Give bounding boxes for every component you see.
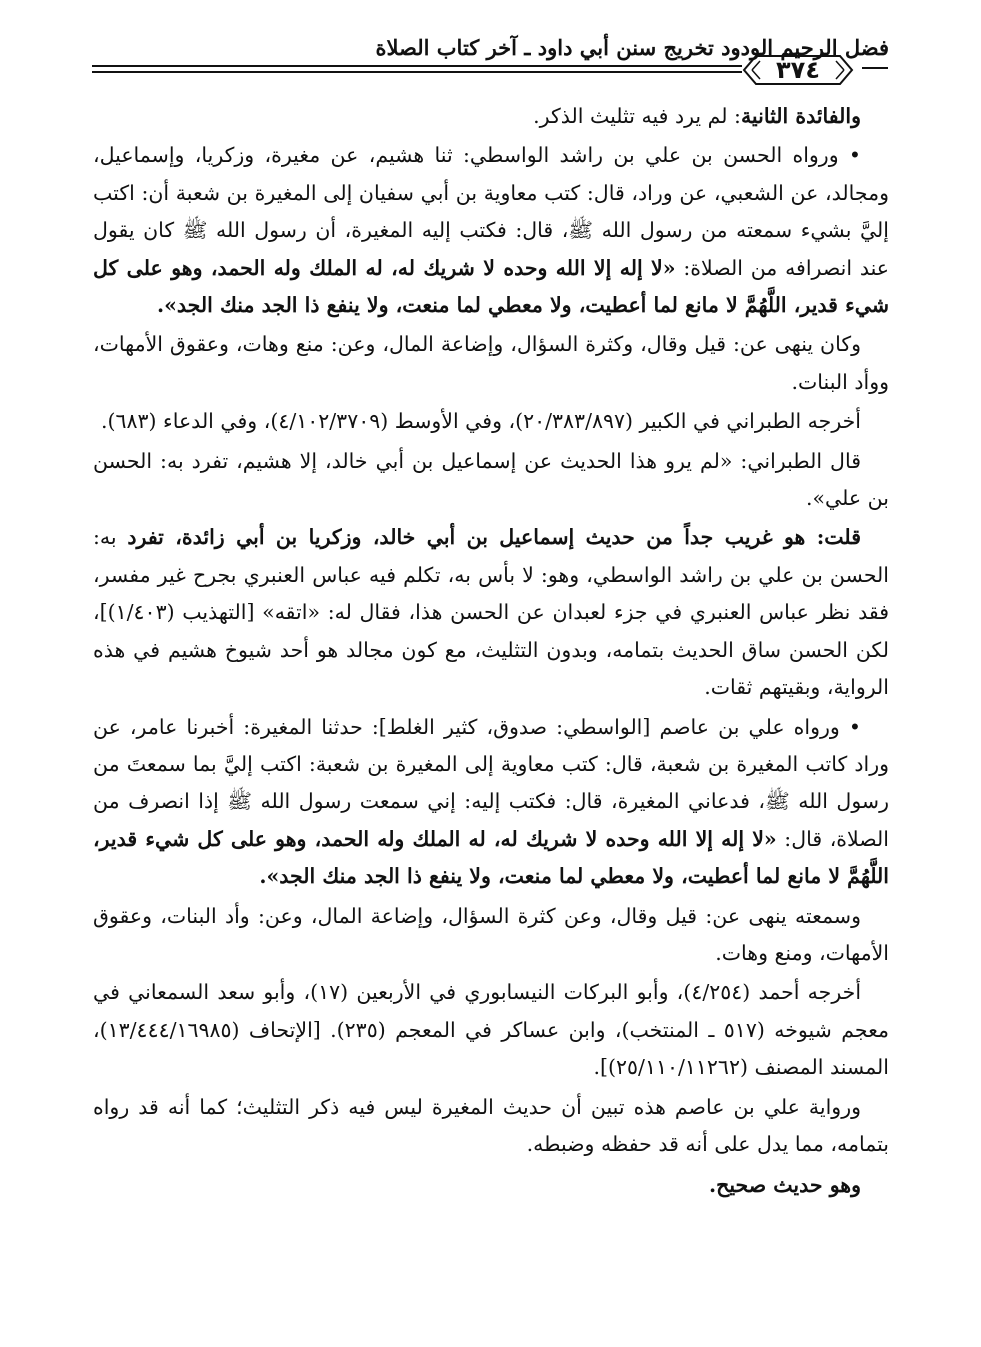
- paragraph-benefit: [93, 98, 889, 135]
- conclusion-text: ورواية علي بن عاصم هذه تبين أن حديث المغيرة ليس فيه ذكر التثليث؛ كما أنه قد رواه بتمامه، مما يدل على أنه قد حفظه وضبطه.: [93, 1094, 889, 1156]
- hasan-matn: «لا إله إلا الله وحده لا شريك له، له الملك وله الحمد، وهو على كل شيء قدير، اللَّهُمَّ لا مانع لما أعطيت، ولا معطي لما منعت، ولا ينفع ذا الجد منك الجد».: [93, 255, 889, 318]
- prohibitions-1-text: وكان ينهى عن: قيل وقال، وكثرة السؤال، وإضاعة المال، وعن: منع وهات، وعقوق الأمهات، ووأد البنات.: [93, 332, 889, 394]
- prohibitions-2-text: وسمعته ينهى عن: قيل وقال، وعن كثرة السؤال، وإضاعة المال، وعن: وأد البنات، وعقوق الأمهات، ومنع وهات.: [93, 903, 889, 965]
- paragraph-conclusion: [93, 1089, 889, 1164]
- paragraph-verdict: [93, 1167, 889, 1204]
- author-comment-bold: قلت: هو غريب جداً من حديث إسماعيل بن أبي خالد، وزكريا بن أبي زائدة، تفرد: [127, 525, 862, 550]
- takhrij-ahmad-text: أخرجه أحمد (٤/٢٥٤)، وأبو البركات النيسابوري في الأربعين (١٧)، وأبو سعد السمعاني في معجم شيوخه (٥١٧ ـ المنتخب)، وابن عساكر في المعجم (٢٣٥). [الإتحاف (١٣/٤٤٤/١٦٩٨٥)، المسند المصنف (٢٥/١١٠/١١٢٦٢)].: [93, 980, 889, 1080]
- main-text: [93, 98, 889, 1205]
- header-rule-bottom: [92, 71, 742, 73]
- page-number: ٣٧٤: [776, 56, 820, 84]
- hasan-isnad: • ورواه الحسن بن علي بن راشد الواسطي: ثنا هشيم، عن مغيرة، وزكريا، وإسماعيل، ومجالد، عن الشعبي، عن وراد، قال: كتب معاوية بن أبي سفيان إلى المغيرة بن شعبة أن: اكتب إليَّ بشيء سمعته من رسول الله ﷺ، قال: فكتب إليه المغيرة، أن رسول الله ﷺ كان يقول عند انصرافه من الصلاة:: [93, 143, 889, 280]
- paragraph-takhrij-tabarani: [93, 403, 889, 440]
- paragraph-takhrij-ahmad: [93, 974, 889, 1086]
- author-comment-text: به: الحسن بن علي بن راشد الواسطي، وهو: لا بأس به، تكلم فيه عباس العنبري بجرح غير مفسر، فقد نظر عباس العنبري في جزء لعبدان عن الحسن هذا، فقال له: «اتقه» [التهذيب (١/٤٠٣)]، لكن الحسن ساق الحديث بتمامه، وبدون التثليث، مع كون مجالد هو أحد شيوخ هشيم في هذه الرواية، وبقيتهم ثقات.: [93, 525, 889, 700]
- paragraph-prohibitions-2: [93, 898, 889, 973]
- benefit-text: : لم يرد فيه تثليث الذكر.: [533, 104, 741, 128]
- header-dash: [862, 67, 888, 69]
- paragraph-tabarani-quote: [93, 443, 889, 518]
- tabarani-quote-text: قال الطبراني: «لم يرو هذا الحديث عن إسماعيل بن أبي خالد، إلا هشيم، تفرد به: الحسن بن علي».: [93, 448, 889, 511]
- takhrij-tabarani-text: أخرجه الطبراني في الكبير (٢٠/٣٨٣/٨٩٧)، وفي الأوسط (٤/١٠٢/٣٧٠٩)، وفي الدعاء (٦٨٣).: [100, 409, 861, 434]
- paragraph-author-comment: [93, 519, 889, 706]
- running-title: فضل الرحيم الودود تخريج سنن أبي داود ـ آخر كتاب الصلاة: [375, 34, 889, 60]
- benefit-heading: والفائدة الثانية: [740, 104, 861, 128]
- verdict-text: وهو حديث صحيح.: [708, 1173, 861, 1198]
- paragraph-hasan-narration: [93, 137, 889, 324]
- paragraph-ali-narration: [93, 709, 889, 896]
- ali-isnad: • ورواه علي بن عاصم [الواسطي: صدوق، كثير الغلط]: حدثنا المغيرة: أخبرنا عامر، عن وراد كاتب المغيرة بن شعبة، قال: كتب معاوية إلى المغيرة بن شعبة: اكتب إليَّ بما سمعتَ من رسول الله ﷺ، فدعاني المغيرة، قال: فكتب إليه: إني سمعت رسول الله ﷺ إذا انصرف من الصلاة، قال:: [93, 714, 889, 851]
- ali-matn: «لا إله إلا الله وحده لا شريك له، له الملك وله الحمد، وهو على كل شيء قدير، اللَّهُمَّ لا مانع لما أعطيت، ولا معطي لما منعت، ولا ينفع ذا الجد منك الجد».: [93, 826, 889, 889]
- paragraph-prohibitions-1: [93, 326, 889, 401]
- page-number-frame: [742, 52, 854, 88]
- header-rule-top: [92, 65, 742, 67]
